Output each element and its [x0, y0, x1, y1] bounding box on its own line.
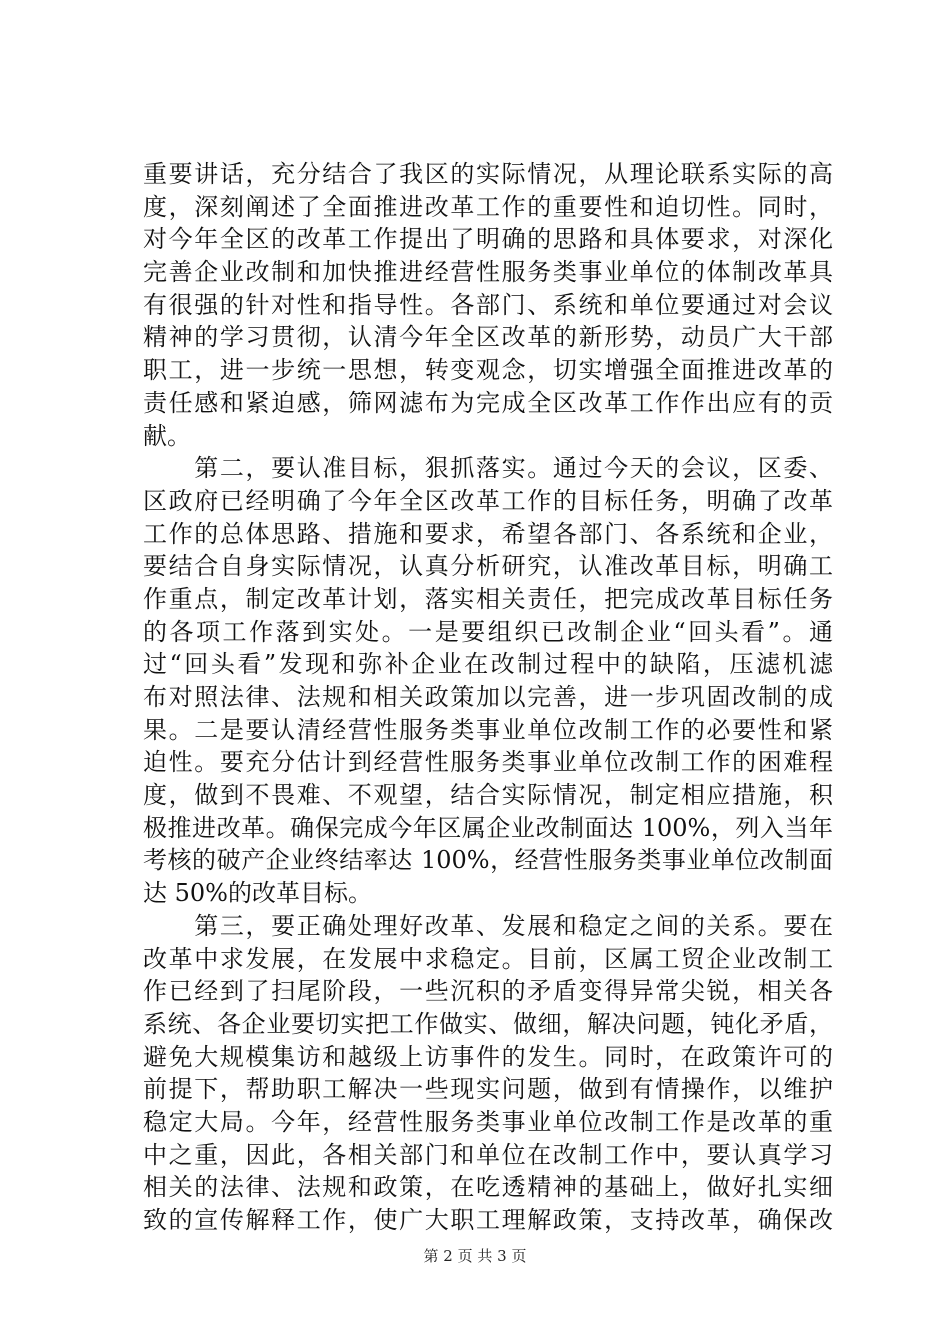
text-line: 中之重，因此，各相关部门和单位在改制工作中，要认真学习 [143, 1140, 833, 1169]
text-line: 稳定大局。今年，经营性服务类事业单位改制工作是改革的重 [143, 1107, 833, 1136]
text-line: 重要讲话，充分结合了我区的实际情况，从理论联系实际的高 [143, 160, 833, 188]
text-line: 的各项工作落到实处。一是要组织已改制企业“回头看”。通 [143, 617, 833, 646]
text-line: 区政府已经明确了今年全区改革工作的目标任务，明确了改革 [143, 486, 833, 515]
text-line: 精神的学习贯彻，认清今年全区改革的新形势，动员广大干部 [143, 323, 833, 352]
text-line: 改革中求发展，在发展中求稳定。目前，区属工贸企业改制工 [143, 944, 833, 973]
page-footer: 第 2 页 共 3 页 [423, 1247, 527, 1265]
text-line: 极推进改革。确保完成今年区属企业改制面达 100%，列入当年 [143, 813, 833, 842]
text-line: 致的宣传解释工作，使广大职工理解政策，支持改革，确保改 [143, 1206, 833, 1234]
text-line: 第二，要认准目标，狠抓落实。通过今天的会议，区委、 [143, 454, 833, 483]
text-line: 献。 [143, 421, 191, 450]
text-line: 完善企业改制和加快推进经营性服务类事业单位的体制改革具 [143, 258, 833, 287]
text-line: 对今年全区的改革工作提出了明确的思路和具体要求，对深化 [143, 225, 833, 254]
text-line: 作已经到了扫尾阶段，一些沉积的矛盾变得异常尖锐，相关各 [143, 977, 833, 1006]
text-line: 有很强的针对性和指导性。各部门、系统和单位要通过对会议 [143, 290, 833, 319]
text-line: 布对照法律、法规和相关政策加以完善，进一步巩固改制的成 [143, 683, 833, 711]
text-line: 相关的法律、法规和政策，在吃透精神的基础上，做好扎实细 [143, 1173, 833, 1202]
text-line: 职工，进一步统一思想，转变观念，切实增强全面推进改革的 [143, 356, 833, 385]
text-line: 达 50%的改革目标。 [143, 879, 372, 908]
text-line: 考核的破产企业终结率达 100%，经营性服务类事业单位改制面 [143, 846, 833, 875]
text-line: 果。二是要认清经营性服务类事业单位改制工作的必要性和紧 [143, 715, 833, 744]
text-line: 过“回头看”发现和弥补企业在改制过程中的缺陷，压滤机滤 [143, 650, 833, 679]
text-line: 迫性。要充分估计到经营性服务类事业单位改制工作的困难程 [143, 748, 833, 777]
text-line: 责任感和紧迫感，筛网滤布为完成全区改革工作作出应有的贡 [143, 388, 833, 417]
text-line: 要结合自身实际情况，认真分析研究，认准改革目标，明确工 [143, 552, 833, 581]
text-line: 度，做到不畏难、不观望，结合实际情况，制定相应措施，积 [143, 781, 833, 810]
text-line: 第三，要正确处理好改革、发展和稳定之间的关系。要在 [143, 911, 833, 940]
body-text [143, 158, 833, 1237]
text-line: 作重点，制定改革计划，落实相关责任，把完成改革目标任务 [143, 584, 833, 613]
text-line: 度，深刻阐述了全面推进改革工作的重要性和迫切性。同时， [143, 192, 833, 221]
text-line: 工作的总体思路、措施和要求，希望各部门、各系统和企业， [143, 519, 833, 548]
text-line: 前提下，帮助职工解决一些现实问题，做到有情操作，以维护 [143, 1075, 833, 1104]
text-line: 避免大规模集访和越级上访事件的发生。同时，在政策许可的 [143, 1042, 833, 1071]
text-line: 系统、各企业要切实把工作做实、做细，解决问题，钝化矛盾， [143, 1009, 833, 1038]
